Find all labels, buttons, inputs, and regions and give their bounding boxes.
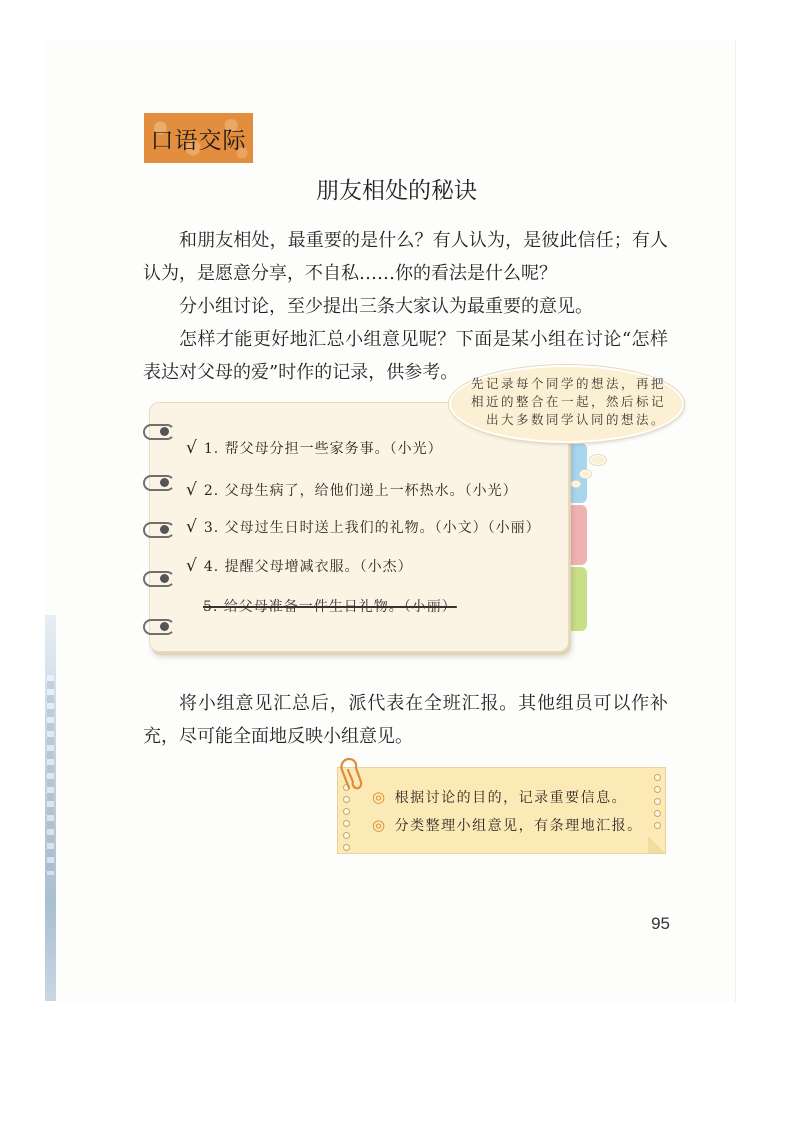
paragraph-3: 怎样才能更好地汇总小组意见呢？下面是某小组在讨论“怎样表达对父母的爱”时作的记录，供参考。 [143,329,668,383]
paragraph-1: 和朋友相处，最重要的是什么？有人认为，是彼此信任；有人认为，是愿意分享，不自私……你的看法是什么呢？ [143,230,668,284]
binder-ring-icon [143,475,173,489]
binder-ring-icon [143,571,173,585]
binder-ring-icon [143,424,173,438]
paragraph-2: 分小组讨论，至少提出三条大家认为最重要的意见。 [179,296,593,317]
page-number: 95 [651,914,670,933]
bubble-tail-dot [590,455,606,465]
note-item [186,556,413,576]
section-tag: 口语交际 [144,113,253,163]
tip-item [372,787,627,807]
lesson-title: 朋友相处的秘诀 [316,178,477,204]
bubble-tail-dot [572,481,580,487]
tip-card-fold [648,836,665,853]
checkmark-icon: √ [186,480,198,500]
note-text: 1. 帮父母分担一些家务事。（小光） [203,441,443,457]
tip-card [337,767,666,854]
tip-text: 分类整理小组意见，有条理地汇报。 [394,818,643,834]
bullet-circle-icon: ◎ [372,816,387,834]
note-text: 4. 提醒父母增减衣服。（小杰） [203,559,413,575]
note-text: 5. 给父母准备一件生日礼物。（小丽） [203,599,457,615]
binder-ring-icon [143,522,173,536]
thought-bubble-text: 先记录每个同学的想法，再把相近的整合在一起，然后标记出大多数同学认同的想法。 [470,376,666,427]
side-decoration-strip [45,615,56,1001]
checkmark-icon: √ [186,556,198,576]
note-item-struck [203,596,457,616]
binder-ring-icon [143,619,173,633]
paragraph-4: 将小组意见汇总后，派代表在全班汇报。其他组员可以作补充，尽可能全面地反映小组意见。 [143,693,668,747]
note-text: 2. 父母生病了，给他们递上一杯热水。（小光） [203,483,518,499]
paperclip-icon [337,756,367,790]
checkmark-icon: √ [186,517,198,537]
note-item [186,480,518,500]
note-item [186,517,541,537]
note-text: 3. 父母过生日时送上我们的礼物。（小文）（小丽） [203,520,541,536]
bullet-circle-icon: ◎ [372,788,387,806]
tip-item [372,815,643,835]
note-item [186,438,443,458]
tip-text: 根据讨论的目的，记录重要信息。 [394,790,628,806]
tip-card-holes [654,774,662,834]
checkmark-icon: √ [186,438,198,458]
tip-card-holes [343,784,351,856]
bubble-tail-dot [580,470,591,478]
